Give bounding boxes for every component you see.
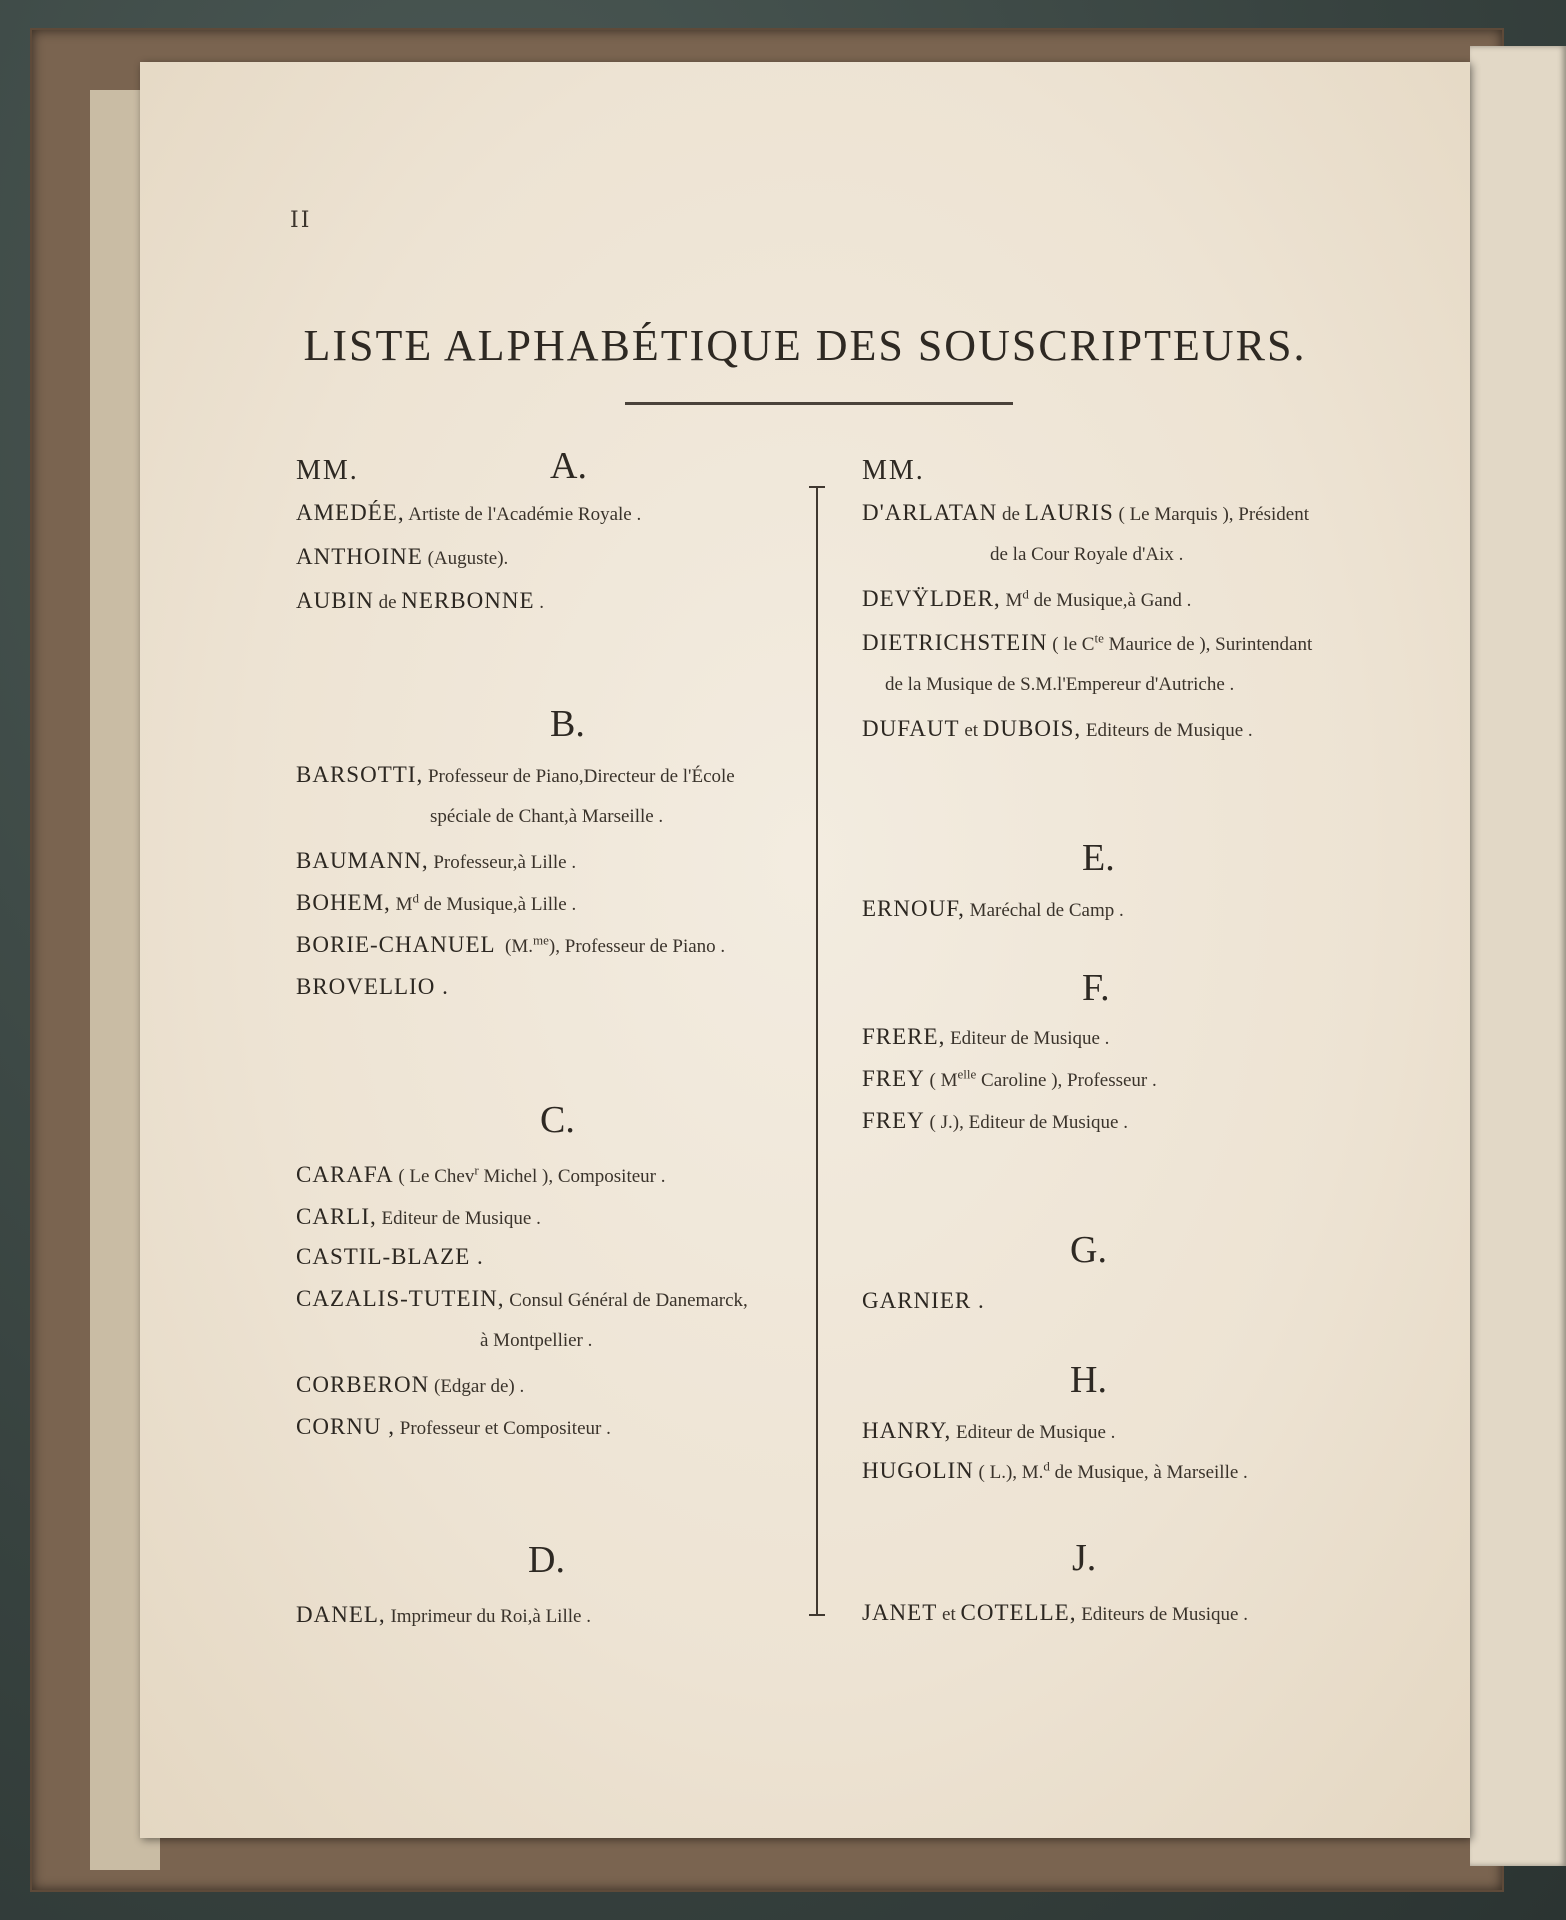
list-item: GARNIER .	[862, 1288, 985, 1313]
list-item: FRERE, Editeur de Musique .	[862, 1024, 1110, 1049]
list-item: ERNOUF, Maréchal de Camp .	[862, 896, 1124, 921]
list-item: ANTHOINE (Auguste).	[296, 544, 509, 569]
section-letter-c: C.	[540, 1099, 575, 1141]
title-rule	[625, 402, 1013, 405]
page-number: II	[290, 208, 312, 233]
list-item: CORNU , Professeur et Compositeur .	[296, 1414, 611, 1439]
list-item: CARLI, Editeur de Musique .	[296, 1204, 541, 1229]
mm-label-right: MM.	[862, 455, 925, 486]
page-title: LISTE ALPHABÉTIQUE DES SOUSCRIPTEURS.	[303, 321, 1307, 370]
list-item: D'ARLATAN de LAURIS ( Le Marquis ), Président	[862, 500, 1309, 525]
list-item-continuation: à Montpellier .	[480, 1330, 593, 1351]
list-item: AUBIN de NERBONNE .	[296, 588, 545, 613]
section-letter-h: H.	[1070, 1359, 1107, 1401]
section-letter-a: A.	[550, 445, 587, 487]
facing-page-edge	[1470, 46, 1566, 1866]
list-item: BARSOTTI, Professeur de Piano,Directeur de l'École	[296, 762, 735, 787]
section-letter-d: D.	[528, 1539, 565, 1581]
list-item: CAZALIS-TUTEIN, Consul Général de Danemarck,	[296, 1286, 748, 1311]
list-item: DEVŸLDER, $M^d$ de Musique,à Gand .	[862, 586, 1192, 611]
list-item: BROVELLIO .	[296, 974, 449, 999]
list-item: HANRY, Editeur de Musique .	[862, 1418, 1116, 1443]
list-item-continuation: spéciale de Chant,à Marseille .	[430, 806, 664, 827]
section-letter-f: F.	[1082, 967, 1110, 1009]
list-item: FREY ( $M^{elle}$ Caroline ), Professeur .	[862, 1066, 1157, 1091]
column-divider	[816, 486, 818, 1616]
list-item: BORIE-CHANUEL (M.$^{me}$), Professeur de Piano .	[296, 932, 726, 957]
document-page	[140, 62, 1470, 1838]
list-item: CORBERON (Edgar de) .	[296, 1372, 525, 1397]
section-letter-g: G.	[1070, 1229, 1107, 1271]
list-item-continuation: de la Cour Royale d'Aix .	[990, 544, 1184, 565]
section-letter-e: E.	[1082, 837, 1115, 879]
list-item: BOHEM, $M^d$ de Musique,à Lille .	[296, 890, 577, 915]
section-letter-j: J.	[1072, 1537, 1097, 1579]
list-item: DIETRICHSTEIN ( le $C^{te}$ Maurice de ), Surintendant	[862, 630, 1313, 655]
list-item: HUGOLIN ( L.), M.$^d$ de Musique, à Marseille .	[862, 1458, 1248, 1483]
list-item: DANEL, Imprimeur du Roi,à Lille .	[296, 1602, 591, 1627]
section-letter-b: B.	[550, 703, 585, 745]
list-item: BAUMANN, Professeur,à Lille .	[296, 848, 577, 873]
list-item: CARAFA ( Le Chev$^r$ Michel ), Compositeur .	[296, 1162, 666, 1187]
list-item: AMEDÉE, Artiste de l'Académie Royale .	[296, 500, 642, 525]
list-item: DUFAUT et DUBOIS, Editeurs de Musique .	[862, 716, 1253, 741]
list-item: FREY ( J.), Editeur de Musique .	[862, 1108, 1128, 1133]
list-item-continuation: de la Musique de S.M.l'Empereur d'Autriche .	[885, 674, 1235, 695]
mm-label-left: MM.	[296, 455, 359, 486]
list-item: JANET et COTELLE, Editeurs de Musique .	[862, 1600, 1248, 1625]
list-item: CASTIL-BLAZE .	[296, 1244, 484, 1269]
